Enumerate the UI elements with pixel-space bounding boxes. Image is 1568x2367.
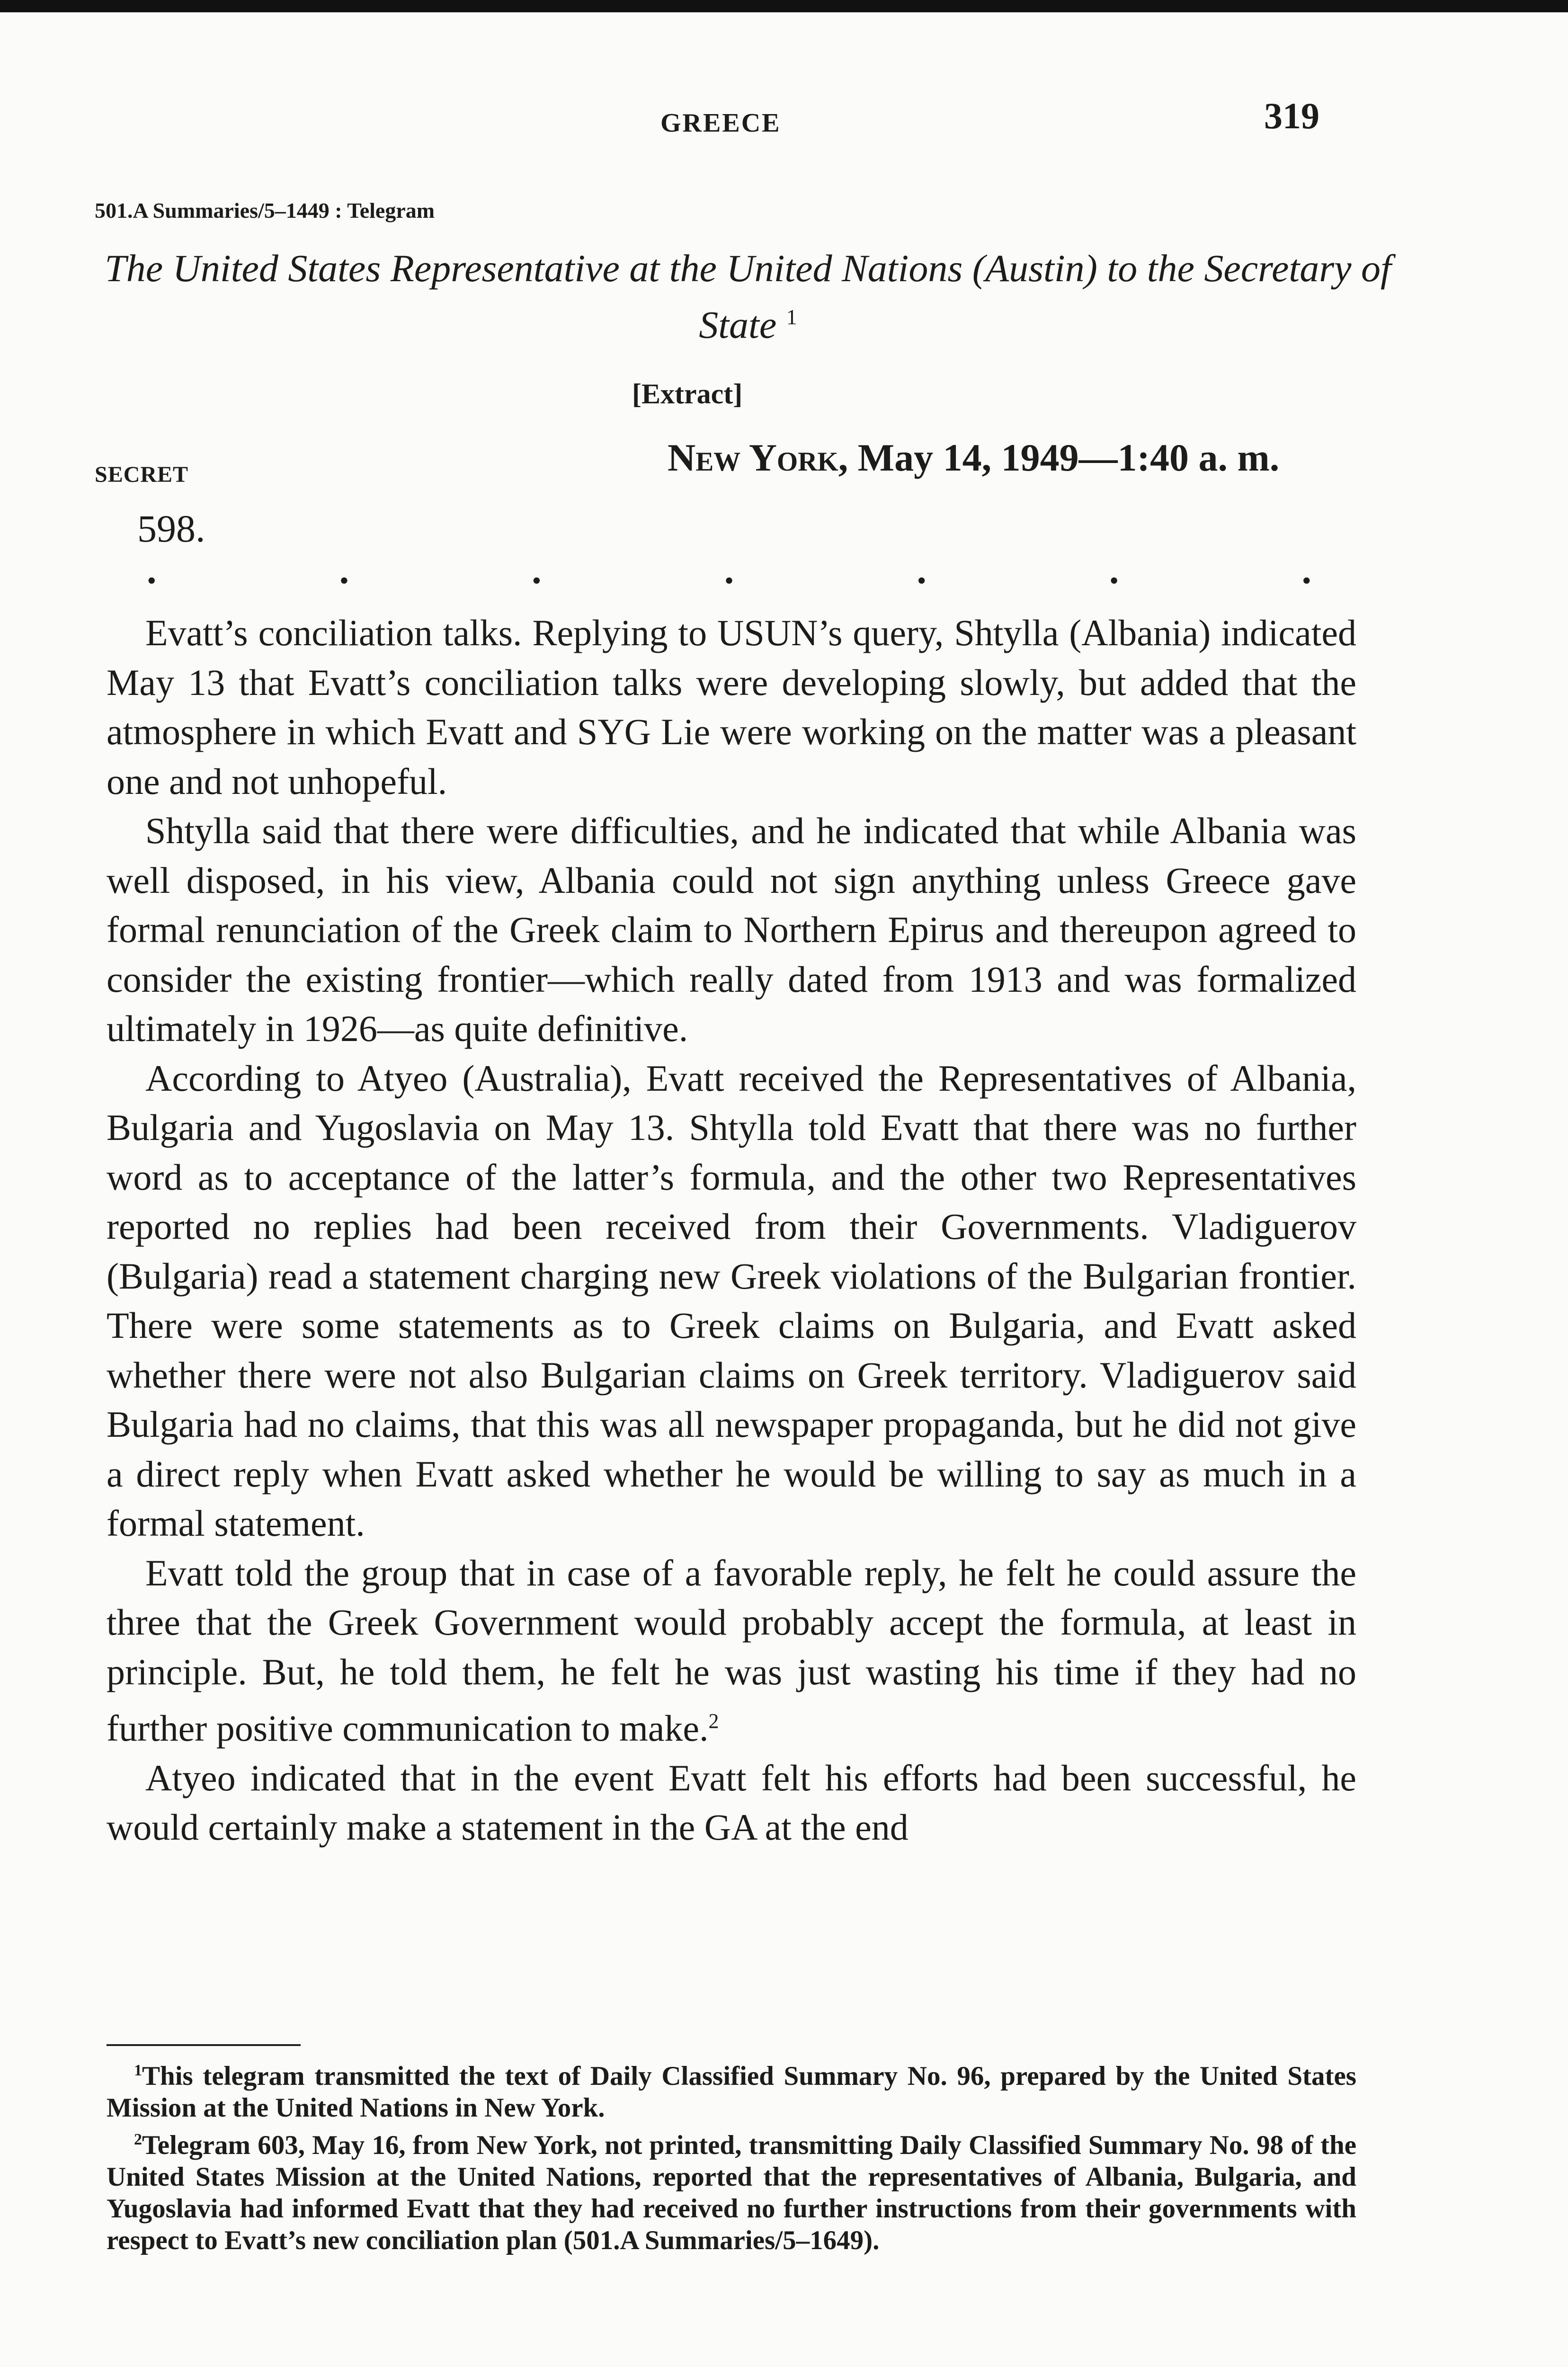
- footnote: [107, 2055, 1356, 2124]
- omission-dot: .: [1109, 549, 1119, 592]
- footnotes: [107, 2055, 1356, 2256]
- telegram-body: [107, 608, 1356, 1852]
- dateline-place: New York,: [668, 436, 848, 479]
- omission-dot: .: [532, 549, 542, 592]
- footnote: [107, 2124, 1356, 2256]
- body-paragraph: [107, 1548, 1356, 1753]
- document-title-text: The United States Representative at the United Nations (Austin) to the Secretary of State: [105, 247, 1391, 347]
- dateline: [668, 436, 1279, 480]
- omission-dot: .: [147, 549, 157, 592]
- omission-dot: .: [339, 549, 349, 592]
- paragraph-text: Evatt told the group that in case of a favorable reply, he felt he could assure the three that the Greek Government would probably accept the formula, at least in principle. But, he told them, he felt he was just wasting his time if they had no further positive communication to make.: [107, 1552, 1356, 1749]
- omission-dot: .: [1301, 549, 1311, 592]
- paragraph-text: According to Atyeo (Australia), Evatt received the Representatives of Albania, Bulgaria and Yugoslavia on May 13. Shtylla told Evatt that there was no further word as to acceptance of the latter’s formula, and the other two Representatives reported no replies had been received from their Governments. Vladiguerov (Bulgaria) read a statement charging new Greek violations of the Bulgarian frontier. There were some statements as to Greek claims on Bulgaria, and Evatt asked whether there were not also Bulgarian claims on Greek territory. Vladiguerov said Bulgaria had no claims, that this was all newspaper propaganda, but he did not give a direct reply when Evatt asked whether he would be willing to say as much in a formal statement.: [107, 1057, 1356, 1544]
- footnote-marker: 2: [708, 1709, 719, 1733]
- classification-label: SECRET: [95, 462, 189, 487]
- running-head: GREECE: [660, 108, 781, 138]
- scan-top-border: [0, 0, 1568, 12]
- body-paragraph: [107, 608, 1356, 806]
- body-paragraph: [107, 806, 1356, 1054]
- omission-dot: .: [724, 549, 734, 592]
- footnote-marker: 1: [786, 305, 797, 329]
- footnote-text: Telegram 603, May 16, from New York, not printed, transmitting Daily Classified Summary No. 98 of the United States Mission at the United Nations, reported that the representatives of Albania, Bulgaria, and Yugoslavia had informed Evatt that they had received no further instructions from their governments with respect to Evatt’s new conciliation plan (501.A Summaries/5–1649).: [107, 2130, 1356, 2255]
- omission-dot: .: [917, 549, 927, 592]
- footnote-divider: [107, 2044, 301, 2046]
- footnote-text: This telegram transmitted the text of Daily Classified Summary No. 96, prepared by the United States Mission at the United Nations in New York.: [107, 2061, 1356, 2123]
- paragraph-text: Evatt’s conciliation talks. Replying to USUN’s query, Shtylla (Albania) indicated May 13 that Evatt’s conciliation talks were developing slowly, but added that the atmosphere in which Evatt and SYG Lie were working on the matter was a pleasant one and not unhopeful.: [107, 612, 1356, 802]
- file-reference: 501.A Summaries/5–1449 : Telegram: [95, 198, 435, 222]
- footnote-number: 2: [134, 2131, 142, 2148]
- omission-marks: [147, 549, 1311, 592]
- footnote-number: 1: [134, 2062, 142, 2079]
- extract-label: [Extract]: [632, 378, 743, 409]
- document-title: [95, 244, 1401, 349]
- paragraph-text: Atyeo indicated that in the event Evatt felt his efforts had been successful, he would certainly make a statement in the GA at the end: [107, 1757, 1356, 1848]
- paragraph-text: Shtylla said that there were difficulties, and he indicated that while Albania was well disposed, in his view, Albania could not sign anything unless Greece gave formal renunciation of the Greek claim to Northern Epirus and thereupon agreed to consider the existing frontier—which really dated from 1913 and was formalized ultimately in 1926—as quite definitive.: [107, 810, 1356, 1049]
- body-paragraph: [107, 1753, 1356, 1852]
- dateline-date: May 14, 1949—1:40 a. m.: [857, 436, 1280, 479]
- body-paragraph: [107, 1054, 1356, 1548]
- telegram-number: 598.: [137, 507, 205, 550]
- page-number: 319: [1264, 95, 1319, 136]
